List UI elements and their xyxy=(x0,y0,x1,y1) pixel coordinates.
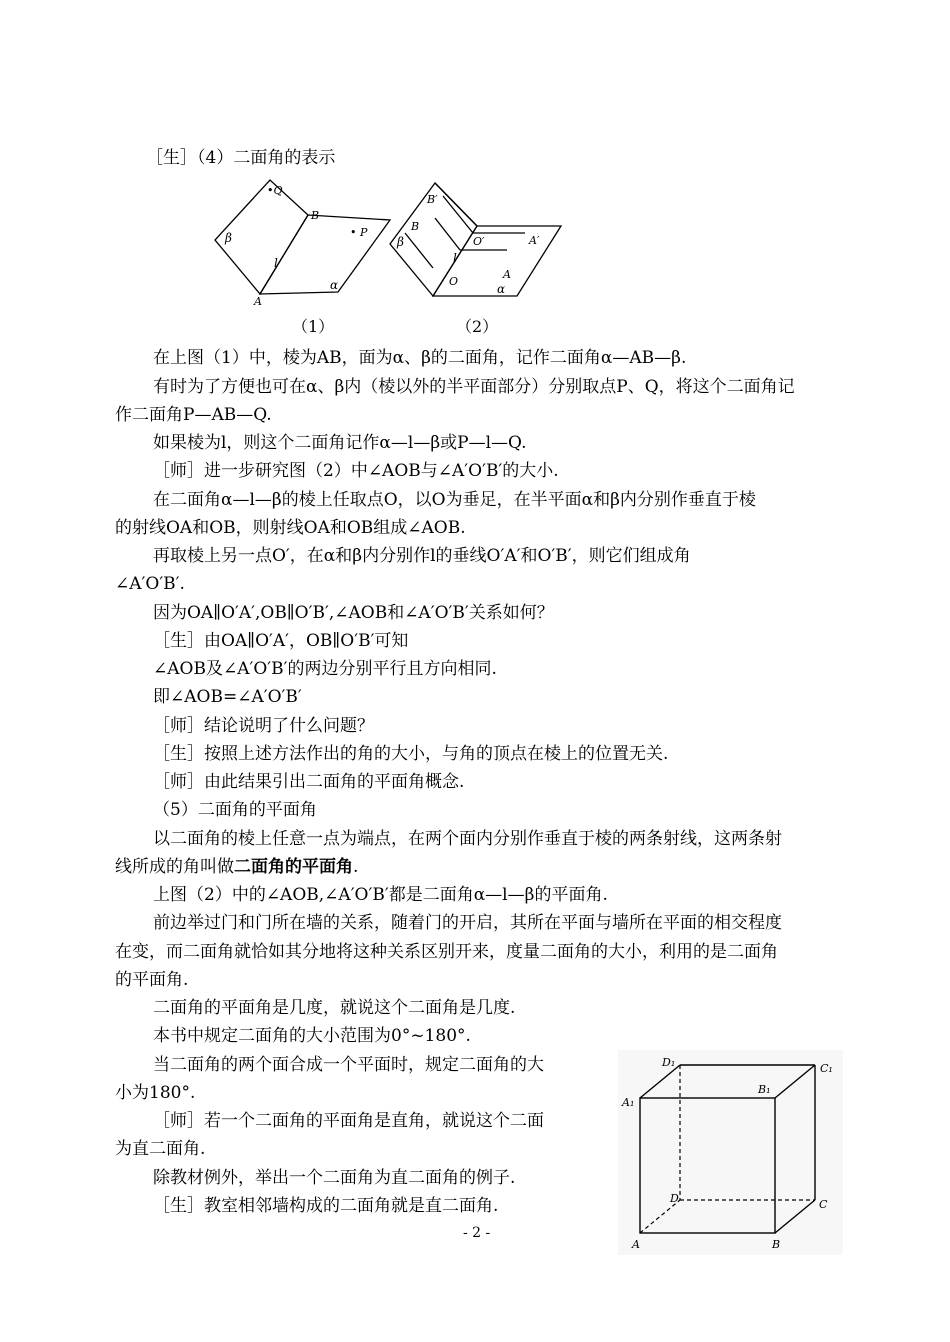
cube-label-C1: C₁ xyxy=(820,1062,833,1075)
figure2-label-alpha: α xyxy=(497,282,506,296)
page-number: - 2 - xyxy=(463,1225,491,1241)
cube-label-A1: A₁ xyxy=(622,1096,635,1109)
line-p15: ［师］结论说明了什么问题？ xyxy=(153,716,374,736)
dihedral-figure-1 xyxy=(210,172,400,307)
line-p06: ［师］进一步研究图（2）中∠AOB与∠A′O′B′的大小. xyxy=(153,461,559,481)
line-p05: 如果棱为l，则这个二面角记作α—l—β或P—l—Q. xyxy=(153,433,527,453)
figure2-label-Bp: B′ xyxy=(427,193,438,206)
cube-label-C: C xyxy=(819,1198,828,1211)
line-p10: ∠A′O′B′. xyxy=(115,574,185,594)
figure2-label-beta: β xyxy=(397,235,404,249)
line-p20 xyxy=(115,856,358,878)
line-p08: 的射线OA和OB，则射线OA和OB组成∠AOB. xyxy=(115,518,466,538)
line-p16: ［生］按照上述方法作出的角的大小，与角的顶点在棱上的位置无关. xyxy=(153,744,669,764)
figure1-label-P: • P xyxy=(350,226,368,239)
figure2-label-O: O xyxy=(449,275,459,288)
figure1-label-A: A xyxy=(254,295,262,307)
line-p14: 即∠AOB=∠A′O′B′ xyxy=(153,687,302,707)
line-p03: 有时为了方便也可在α、β内（棱以外的半平面部分）分别取点P、Q，将这个二面角记 xyxy=(153,377,795,397)
line-p25: 二面角的平面角是几度，就说这个二面角是几度. xyxy=(153,998,516,1018)
line-p31: 除教材例外，举出一个二面角为直二面角的例子. xyxy=(153,1168,516,1188)
figure2-label-Ap: A′ xyxy=(529,234,540,247)
line-p18: （5）二面角的平面角 xyxy=(153,800,317,820)
line-p32: ［生］教室相邻墙构成的二面角就是直二面角. xyxy=(153,1196,499,1216)
figure1-label-B: B xyxy=(311,209,320,222)
figure2-label-B: B xyxy=(411,220,420,233)
line-p26: 本书中规定二面角的大小范围为0°~180°. xyxy=(153,1026,471,1046)
line-p28: 小为180°. xyxy=(115,1083,196,1103)
line-p01: ［生］（4）二面角的表示 xyxy=(146,148,336,168)
line-p27: 当二面角的两个面合成一个平面时，规定二面角的大 xyxy=(153,1055,544,1075)
line-p30: 为直二面角. xyxy=(115,1139,206,1159)
cube-figure xyxy=(618,1050,843,1255)
line-p24: 的平面角. xyxy=(115,970,189,990)
line-p13: ∠AOB及∠A′O′B′的两边分别平行且方向相同. xyxy=(153,659,497,679)
line-p17: ［师］由此结果引出二面角的平面角概念. xyxy=(153,772,465,792)
line-p23: 在变，而二面角就恰如其分地将这种关系区别开来，度量二面角的大小，利用的是二面角 xyxy=(115,942,778,962)
cube-label-D: D xyxy=(670,1192,679,1205)
cube-figure-background xyxy=(618,1050,843,1255)
cube-label-A: A xyxy=(632,1238,640,1251)
figure2-label-Op: O′ xyxy=(473,235,485,248)
line-p20-text: 线所成的角叫做 xyxy=(115,857,234,877)
figure2-ray-OpBp xyxy=(443,196,473,233)
dihedral-figure-2 xyxy=(385,178,580,303)
line-p29: ［师］若一个二面角的平面角是直角，就说这个二面 xyxy=(153,1111,544,1131)
figure1-label-beta: β xyxy=(225,231,232,245)
term-dihedral-plane-angle: 二面角的平面角 xyxy=(234,857,353,877)
figure1-label-l: l xyxy=(274,256,278,270)
line-p07: 在二面角α—l—β的棱上任取点O，以O为垂足，在半平面α和β内分别作垂直于棱 xyxy=(153,490,756,510)
figure2-label-A: A xyxy=(503,268,511,281)
line-p21: 上图（2）中的∠AOB,∠A′O′B′都是二面角α—l—β的平面角. xyxy=(153,885,608,905)
figure1-plane-alpha xyxy=(260,215,390,294)
line-p04: 作二面角P—AB—Q. xyxy=(115,405,272,425)
cube-label-B1: B₁ xyxy=(758,1083,771,1096)
line-p12: ［生］由OA∥O′A′，OB∥O′B′可知 xyxy=(153,631,409,651)
figure2-caption: （2） xyxy=(456,317,499,336)
cube-label-D1: D₁ xyxy=(662,1056,676,1069)
figure1-label-Q: •Q xyxy=(267,184,283,197)
figure2-ray-OB xyxy=(435,218,460,250)
line-p02: 在上图（1）中，棱为AB，面为α、β的二面角，记作二面角α—AB—β. xyxy=(153,348,687,368)
line-p11: 因为OA∥O′A′,OB∥O′B′,∠AOB和∠A′O′B′关系如何？ xyxy=(153,603,554,623)
cube-label-B: B xyxy=(772,1238,781,1251)
line-p20-period: . xyxy=(353,857,359,877)
figure1-label-alpha: α xyxy=(330,278,339,292)
line-p09: 再取棱上另一点O′，在α和β内分别作l的垂线O′A′和O′B′，则它们组成角 xyxy=(153,546,691,566)
line-p19: 以二面角的棱上任意一点为端点，在两个面内分别作垂直于棱的两条射线，这两条射 xyxy=(153,829,782,849)
line-p22: 前边举过门和门所在墙的关系，随着门的开启，其所在平面与墙所在平面的相交程度 xyxy=(153,913,782,933)
figure2-label-l: l xyxy=(453,251,457,265)
figure1-caption: （1） xyxy=(292,317,335,336)
